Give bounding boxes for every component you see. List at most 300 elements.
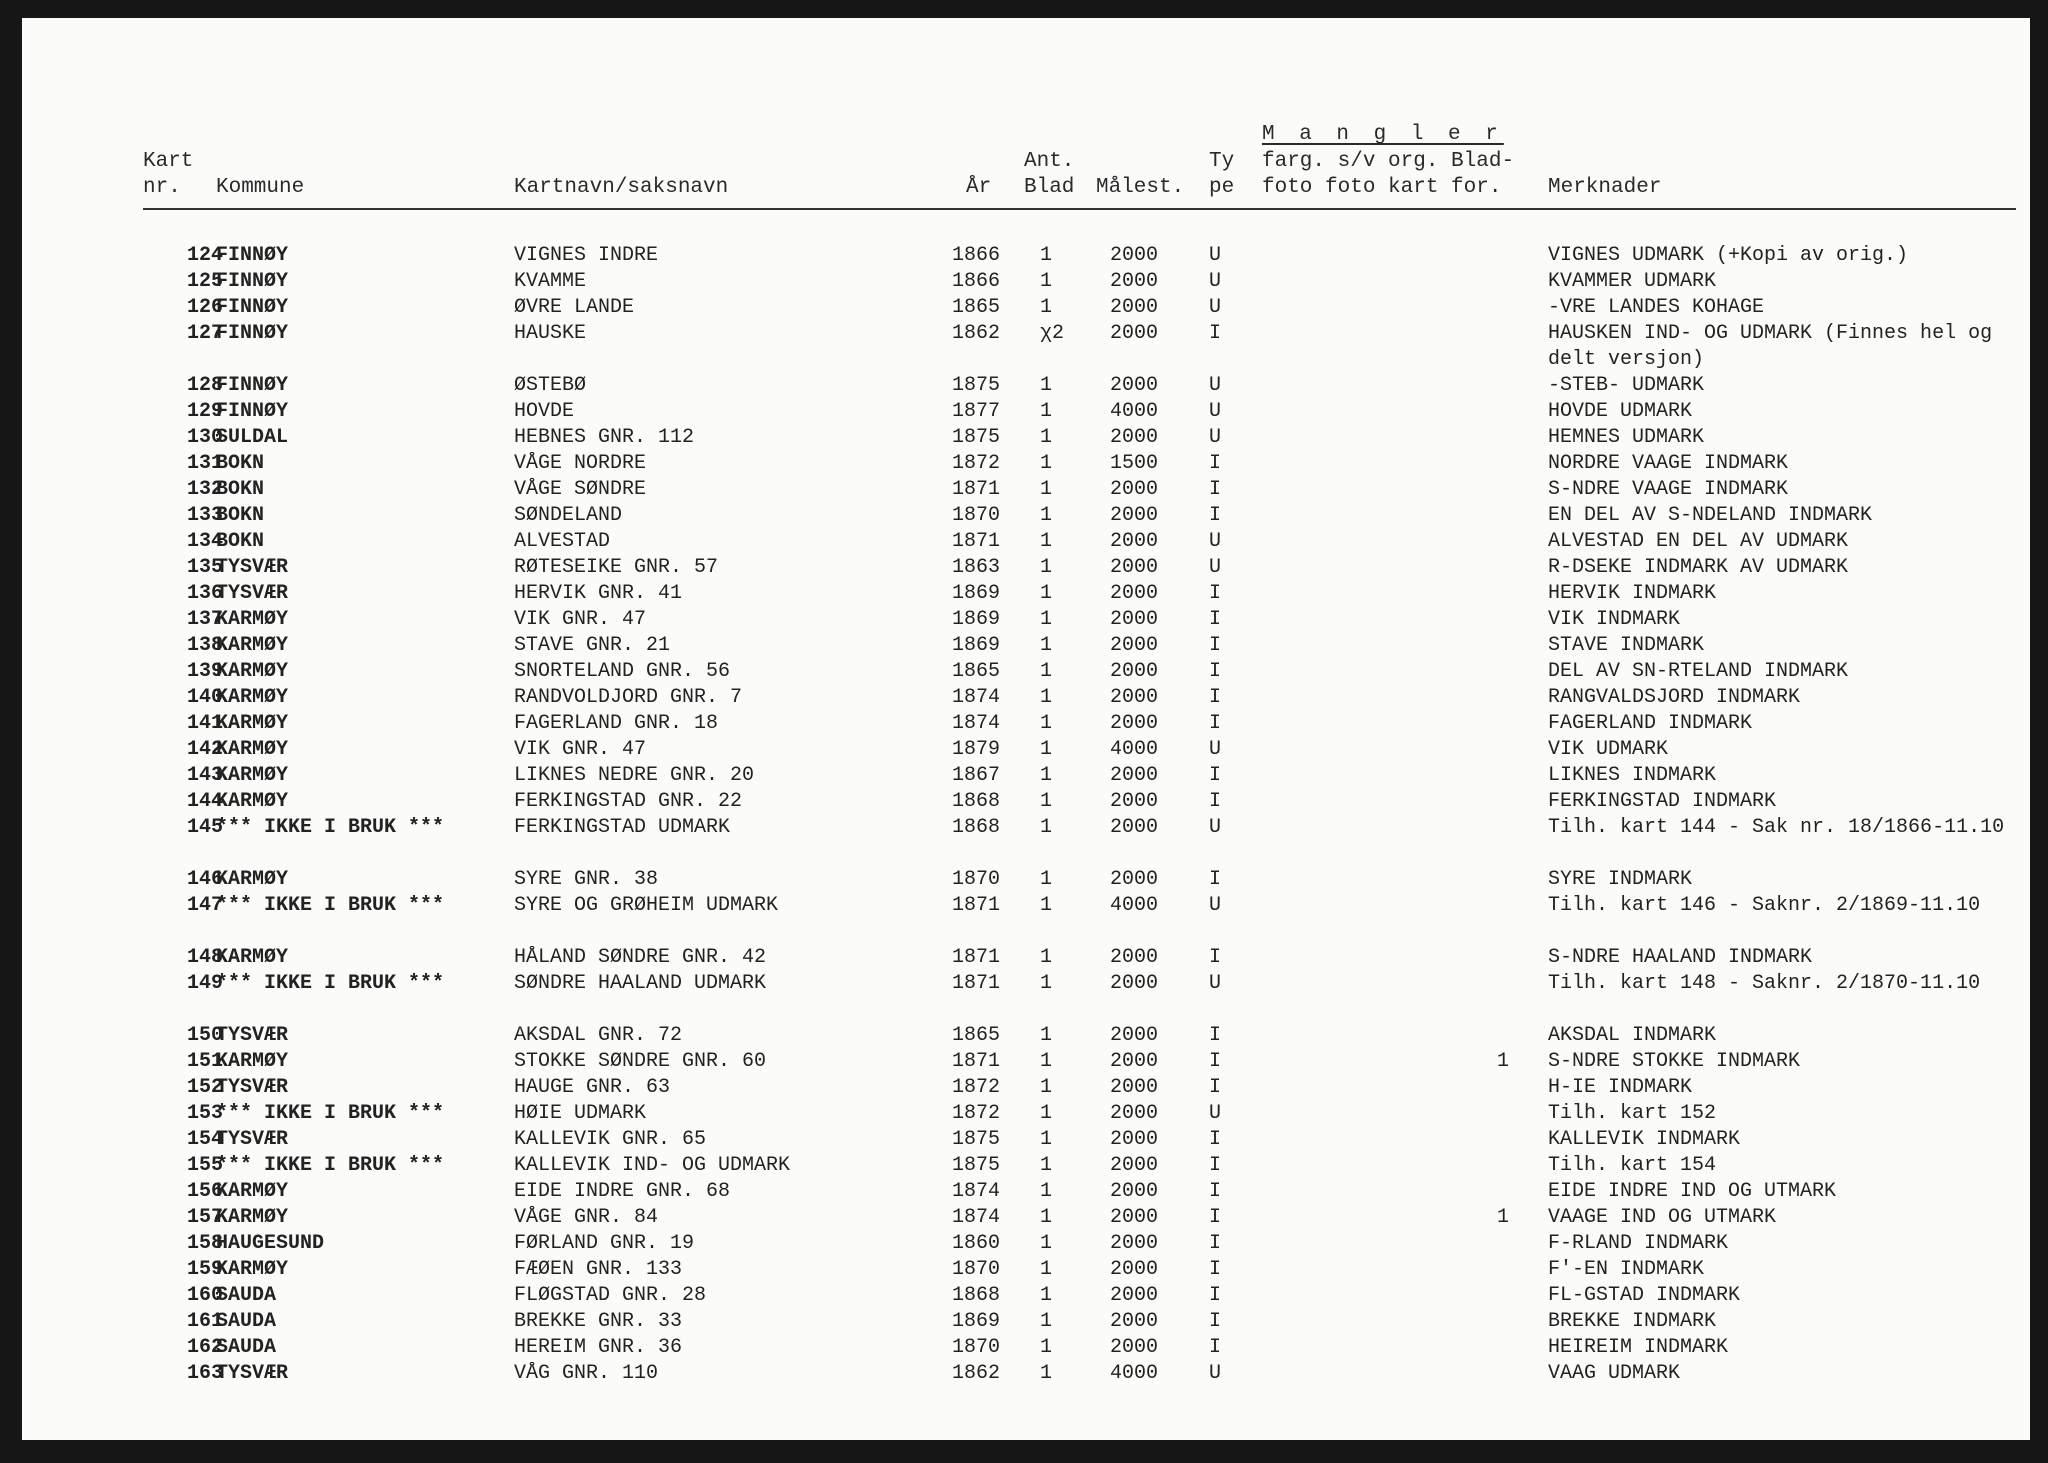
scale-cell: 2000 [1110, 530, 1159, 553]
sheet-count-cell: 1 [1040, 1128, 1053, 1151]
table-row [22, 633, 2030, 659]
map-name-cell: VIK GNR. 47 [514, 608, 647, 631]
kommune-cell: SAUDA [216, 1336, 277, 1359]
kommune-cell: FINNØY [216, 296, 289, 319]
map-name-cell: ALVESTAD [514, 530, 611, 553]
remarks-cell: HOVDE UDMARK [1548, 400, 1693, 423]
kommune-cell: HAUGESUND [216, 1232, 325, 1255]
scale-cell: 2000 [1110, 686, 1159, 709]
sheet-count-cell: 1 [1040, 946, 1053, 969]
sheet-count-cell: 1 [1040, 1050, 1053, 1073]
kommune-cell: KARMØY [216, 1258, 289, 1281]
year-cell: 1872 [952, 1076, 1001, 1099]
table-row [22, 867, 2030, 893]
type-cell: I [1209, 1128, 1222, 1151]
sheet-count-cell: 1 [1040, 400, 1053, 423]
scale-cell: 2000 [1110, 426, 1159, 449]
table-row [22, 945, 2030, 971]
scale-cell: 2000 [1110, 868, 1159, 891]
map-number-cell: 163 [186, 1362, 223, 1385]
type-cell: I [1209, 1284, 1222, 1307]
map-number-cell: 131 [186, 452, 223, 475]
map-number-cell: 156 [186, 1180, 223, 1203]
header-ty: Ty [1209, 150, 1235, 173]
type-cell: U [1209, 738, 1222, 761]
sheet-count-cell: 1 [1040, 634, 1053, 657]
remarks-cell: KALLEVIK INDMARK [1548, 1128, 1741, 1151]
map-name-cell: HEBNES GNR. 112 [514, 426, 695, 449]
map-name-cell: FERKINGSTAD GNR. 22 [514, 790, 743, 813]
remarks-cell: Tilh. kart 152 [1548, 1102, 1717, 1125]
map-number-cell: 127 [186, 322, 223, 345]
year-cell: 1870 [952, 504, 1001, 527]
sheet-count-cell: 1 [1040, 1180, 1053, 1203]
table-row [22, 373, 2030, 399]
map-number-cell: 142 [186, 738, 223, 761]
kommune-cell: KARMØY [216, 764, 289, 787]
kommune-cell: TYSVÆR [216, 1024, 289, 1047]
year-cell: 1865 [952, 1024, 1001, 1047]
kommune-cell: TYSVÆR [216, 582, 289, 605]
sheet-count-cell: 1 [1040, 1076, 1053, 1099]
table-row [22, 763, 2030, 789]
scale-cell: 2000 [1110, 816, 1159, 839]
year-cell: 1871 [952, 946, 1001, 969]
sheet-count-cell: 1 [1040, 868, 1053, 891]
table-row [22, 789, 2030, 815]
year-cell: 1875 [952, 426, 1001, 449]
table-row [22, 659, 2030, 685]
table-row [22, 581, 2030, 607]
remarks-cell: VIGNES UDMARK (+Kopi av orig.) [1548, 244, 1909, 267]
table-row [22, 503, 2030, 529]
kommune-cell: FINNØY [216, 270, 289, 293]
map-name-cell: SYRE GNR. 38 [514, 868, 659, 891]
sheet-count-cell: 1 [1040, 244, 1053, 267]
map-name-cell: VÅGE SØNDRE [514, 478, 647, 501]
year-cell: 1868 [952, 1284, 1001, 1307]
kommune-cell: SAUDA [216, 1310, 277, 1333]
kommune-cell: BOKN [216, 452, 265, 475]
sheet-count-cell: 1 [1040, 608, 1053, 631]
scale-cell: 2000 [1110, 1128, 1159, 1151]
map-name-cell: HOVDE [514, 400, 575, 423]
table-row [22, 269, 2030, 295]
map-name-cell: HØIE UDMARK [514, 1102, 647, 1125]
remarks-cell: HEIREIM INDMARK [1548, 1336, 1729, 1359]
sheet-count-cell: 1 [1040, 556, 1053, 579]
sheet-count-cell: 1 [1040, 972, 1053, 995]
map-number-cell: 128 [186, 374, 223, 397]
type-cell: I [1209, 1258, 1222, 1281]
map-name-cell: SØNDRE HAALAND UDMARK [514, 972, 767, 995]
scale-cell: 4000 [1110, 1362, 1159, 1385]
map-number-cell: 152 [186, 1076, 223, 1099]
table-row [22, 711, 2030, 737]
missing-blad-for-cell: 1 [1497, 1050, 1510, 1073]
type-cell: I [1209, 790, 1222, 813]
kommune-cell: FINNØY [216, 244, 289, 267]
year-cell: 1871 [952, 530, 1001, 553]
type-cell: I [1209, 868, 1222, 891]
sheet-count-cell: 1 [1040, 530, 1053, 553]
scale-cell: 2000 [1110, 946, 1159, 969]
map-number-cell: 154 [186, 1128, 223, 1151]
scale-cell: 4000 [1110, 894, 1159, 917]
map-number-cell: 145 [186, 816, 223, 839]
sheet-count-cell: 1 [1040, 764, 1053, 787]
map-name-cell: SYRE OG GRØHEIM UDMARK [514, 894, 779, 917]
year-cell: 1874 [952, 686, 1001, 709]
remarks-cell: FAGERLAND INDMARK [1548, 712, 1753, 735]
remarks-cell: Tilh. kart 148 - Saknr. 2/1870-11.10 [1548, 972, 1981, 995]
table-row [22, 1335, 2030, 1361]
table-row [22, 1205, 2030, 1231]
header-aar: År [966, 176, 992, 199]
year-cell: 1865 [952, 660, 1001, 683]
map-name-cell: VÅGE NORDRE [514, 452, 647, 475]
document-page [22, 18, 2030, 1440]
year-cell: 1879 [952, 738, 1001, 761]
kommune-cell: KARMØY [216, 660, 289, 683]
sheet-count-cell: 1 [1040, 582, 1053, 605]
type-cell: U [1209, 972, 1222, 995]
map-number-cell: 157 [186, 1206, 223, 1229]
type-cell: I [1209, 322, 1222, 345]
sheet-count-cell: 1 [1040, 478, 1053, 501]
table-row [22, 1101, 2030, 1127]
map-name-cell: STOKKE SØNDRE GNR. 60 [514, 1050, 767, 1073]
map-number-cell: 162 [186, 1336, 223, 1359]
map-name-cell: AKSDAL GNR. 72 [514, 1024, 683, 1047]
map-number-cell: 146 [186, 868, 223, 891]
scale-cell: 2000 [1110, 660, 1159, 683]
map-name-cell: FAGERLAND GNR. 18 [514, 712, 719, 735]
sheet-count-cell: 1 [1040, 1258, 1053, 1281]
remarks-cell: Tilh. kart 144 - Sak nr. 18/1866-11.10 [1548, 816, 2005, 839]
remarks-cell: -VRE LANDES KOHAGE [1548, 296, 1765, 319]
type-cell: U [1209, 270, 1222, 293]
sheet-count-cell: 1 [1040, 270, 1053, 293]
table-row [22, 1179, 2030, 1205]
kommune-cell: TYSVÆR [216, 1076, 289, 1099]
scale-cell: 2000 [1110, 608, 1159, 631]
table-row [22, 971, 2030, 1023]
header-ant: Ant. [1024, 150, 1075, 173]
map-name-cell: ØVRE LANDE [514, 296, 635, 319]
type-cell: I [1209, 608, 1222, 631]
map-name-cell: HAUGE GNR. 63 [514, 1076, 671, 1099]
year-cell: 1870 [952, 1336, 1001, 1359]
type-cell: I [1209, 1232, 1222, 1255]
map-number-cell: 126 [186, 296, 223, 319]
map-name-cell: RANDVOLDJORD GNR. 7 [514, 686, 743, 709]
remarks-cell: SYRE INDMARK [1548, 868, 1693, 891]
sheet-count-cell: 1 [1040, 1206, 1053, 1229]
type-cell: U [1209, 816, 1222, 839]
scale-cell: 2000 [1110, 556, 1159, 579]
scale-cell: 2000 [1110, 478, 1159, 501]
table-row [22, 295, 2030, 321]
scale-cell: 2000 [1110, 1336, 1159, 1359]
sheet-count-cell: 1 [1040, 894, 1053, 917]
scale-cell: 2000 [1110, 790, 1159, 813]
header-kartnavn: Kartnavn/saksnavn [514, 176, 729, 199]
header-mangler-cols-2: foto foto kart for. [1262, 176, 1502, 199]
type-cell: U [1209, 556, 1222, 579]
type-cell: I [1209, 1336, 1222, 1359]
kommune-cell: FINNØY [216, 374, 289, 397]
map-name-cell: SNORTELAND GNR. 56 [514, 660, 731, 683]
remarks-cell: S-NDRE HAALAND INDMARK [1548, 946, 1813, 969]
type-cell: I [1209, 1180, 1222, 1203]
kommune-cell: BOKN [216, 478, 265, 501]
table-row [22, 607, 2030, 633]
year-cell: 1866 [952, 270, 1001, 293]
table-row [22, 737, 2030, 763]
sheet-count-cell: 1 [1040, 816, 1053, 839]
scale-cell: 2000 [1110, 1050, 1159, 1073]
remarks-cell: STAVE INDMARK [1548, 634, 1705, 657]
map-number-cell: 151 [186, 1050, 223, 1073]
year-cell: 1862 [952, 1362, 1001, 1385]
sheet-count-cell: 1 [1040, 1362, 1053, 1385]
type-cell: I [1209, 660, 1222, 683]
map-number-cell: 148 [186, 946, 223, 969]
map-name-cell: VIGNES INDRE [514, 244, 659, 267]
year-cell: 1868 [952, 790, 1001, 813]
kommune-cell: *** IKKE I BRUK *** [216, 816, 445, 839]
year-cell: 1862 [952, 322, 1001, 345]
year-cell: 1874 [952, 712, 1001, 735]
type-cell: I [1209, 764, 1222, 787]
kommune-cell: KARMØY [216, 946, 289, 969]
remarks-cell: Tilh. kart 146 - Saknr. 2/1869-11.10 [1548, 894, 1981, 917]
mangler-heading: M a n g l e r [1262, 123, 1504, 146]
sheet-count-cell: 1 [1040, 790, 1053, 813]
table-row [22, 1283, 2030, 1309]
kommune-cell: *** IKKE I BRUK *** [216, 1102, 445, 1125]
type-cell: U [1209, 374, 1222, 397]
year-cell: 1875 [952, 374, 1001, 397]
remarks-cell: R-DSEKE INDMARK AV UDMARK [1548, 556, 1849, 579]
year-cell: 1871 [952, 894, 1001, 917]
type-cell: U [1209, 530, 1222, 553]
year-cell: 1865 [952, 296, 1001, 319]
map-name-cell: STAVE GNR. 21 [514, 634, 671, 657]
table-row [22, 477, 2030, 503]
kommune-cell: FINNØY [216, 400, 289, 423]
scale-cell: 1500 [1110, 452, 1159, 475]
table-row [22, 321, 2030, 373]
sheet-count-cell: 1 [1040, 296, 1053, 319]
map-name-cell: VÅGE GNR. 84 [514, 1206, 659, 1229]
type-cell: U [1209, 244, 1222, 267]
type-cell: I [1209, 504, 1222, 527]
year-cell: 1869 [952, 582, 1001, 605]
sheet-count-cell: χ2 [1040, 322, 1065, 345]
type-cell: U [1209, 400, 1222, 423]
map-number-cell: 136 [186, 582, 223, 605]
remarks-cell: VAAG UDMARK [1548, 1362, 1681, 1385]
year-cell: 1874 [952, 1180, 1001, 1203]
type-cell: I [1209, 1154, 1222, 1177]
type-cell: I [1209, 1076, 1222, 1099]
type-cell: I [1209, 634, 1222, 657]
kommune-cell: FINNØY [216, 322, 289, 345]
table-row [22, 1153, 2030, 1179]
header-nr: nr. [143, 176, 181, 199]
map-number-cell: 161 [186, 1310, 223, 1333]
table-row [22, 1023, 2030, 1049]
scale-cell: 2000 [1110, 1206, 1159, 1229]
remarks-cell: EN DEL AV S-NDELAND INDMARK [1548, 504, 1873, 527]
map-name-cell: FERKINGSTAD UDMARK [514, 816, 731, 839]
kommune-cell: *** IKKE I BRUK *** [216, 894, 445, 917]
sheet-count-cell: 1 [1040, 504, 1053, 527]
remarks-cell: HEMNES UDMARK [1548, 426, 1705, 449]
sheet-count-cell: 1 [1040, 1310, 1053, 1333]
map-name-cell: SØNDELAND [514, 504, 623, 527]
kommune-cell: KARMØY [216, 634, 289, 657]
map-number-cell: 140 [186, 686, 223, 709]
remarks-cell: RANGVALDSJORD INDMARK [1548, 686, 1801, 709]
remarks-cell: VIK UDMARK [1548, 738, 1669, 761]
sheet-count-cell: 1 [1040, 1154, 1053, 1177]
map-number-cell: 147 [186, 894, 223, 917]
scale-cell: 2000 [1110, 1024, 1159, 1047]
header-merknader: Merknader [1548, 176, 1662, 199]
scale-cell: 2000 [1110, 1102, 1159, 1125]
remarks-cell: EIDE INDRE IND OG UTMARK [1548, 1180, 1837, 1203]
header-blad: Blad [1024, 176, 1075, 199]
remarks-cell: BREKKE INDMARK [1548, 1310, 1717, 1333]
year-cell: 1871 [952, 478, 1001, 501]
type-cell: I [1209, 1310, 1222, 1333]
map-name-cell: KVAMME [514, 270, 587, 293]
year-cell: 1866 [952, 244, 1001, 267]
map-name-cell: VÅG GNR. 110 [514, 1362, 659, 1385]
table-row [22, 425, 2030, 451]
type-cell: I [1209, 712, 1222, 735]
remarks-cell: HAUSKEN IND- OG UDMARK (Finnes hel og delt versjon) [1548, 322, 1993, 371]
remarks-cell: NORDRE VAAGE INDMARK [1548, 452, 1789, 475]
type-cell: U [1209, 426, 1222, 449]
scale-cell: 2000 [1110, 322, 1159, 345]
type-cell: I [1209, 582, 1222, 605]
remarks-cell: FERKINGSTAD INDMARK [1548, 790, 1777, 813]
map-name-cell: HÅLAND SØNDRE GNR. 42 [514, 946, 767, 969]
table-row [22, 893, 2030, 945]
kommune-cell: SAUDA [216, 1284, 277, 1307]
remarks-cell: VAAGE IND OG UTMARK [1548, 1206, 1777, 1229]
remarks-cell: S-NDRE VAAGE INDMARK [1548, 478, 1789, 501]
table-row [22, 1231, 2030, 1257]
year-cell: 1870 [952, 868, 1001, 891]
map-number-cell: 160 [186, 1284, 223, 1307]
kommune-cell: KARMØY [216, 790, 289, 813]
map-name-cell: HAUSKE [514, 322, 587, 345]
kommune-cell: *** IKKE I BRUK *** [216, 1154, 445, 1177]
map-number-cell: 158 [186, 1232, 223, 1255]
year-cell: 1868 [952, 816, 1001, 839]
type-cell: U [1209, 894, 1222, 917]
map-name-cell: HEREIM GNR. 36 [514, 1336, 683, 1359]
remarks-cell: DEL AV SN-RTELAND INDMARK [1548, 660, 1849, 683]
table-row [22, 555, 2030, 581]
sheet-count-cell: 1 [1040, 712, 1053, 735]
map-number-cell: 159 [186, 1258, 223, 1281]
kommune-cell: KARMØY [216, 608, 289, 631]
remarks-cell: F'-EN INDMARK [1548, 1258, 1705, 1281]
sheet-count-cell: 1 [1040, 374, 1053, 397]
remarks-cell: KVAMMER UDMARK [1548, 270, 1717, 293]
remarks-cell: ALVESTAD EN DEL AV UDMARK [1548, 530, 1849, 553]
map-number-cell: 130 [186, 426, 223, 449]
table-row [22, 1361, 2030, 1387]
year-cell: 1869 [952, 634, 1001, 657]
type-cell: I [1209, 686, 1222, 709]
sheet-count-cell: 1 [1040, 738, 1053, 761]
map-number-cell: 125 [186, 270, 223, 293]
year-cell: 1875 [952, 1128, 1001, 1151]
remarks-cell: S-NDRE STOKKE INDMARK [1548, 1050, 1801, 1073]
map-number-cell: 138 [186, 634, 223, 657]
scale-cell: 2000 [1110, 1284, 1159, 1307]
type-cell: I [1209, 1024, 1222, 1047]
kommune-cell: KARMØY [216, 868, 289, 891]
header-mangler-cols-1: farg. s/v org. Blad- [1262, 150, 1515, 173]
remarks-cell: LIKNES INDMARK [1548, 764, 1717, 787]
map-number-cell: 135 [186, 556, 223, 579]
kommune-cell: KARMØY [216, 712, 289, 735]
map-name-cell: KALLEVIK GNR. 65 [514, 1128, 707, 1151]
map-number-cell: 132 [186, 478, 223, 501]
remarks-cell: Tilh. kart 154 [1548, 1154, 1717, 1177]
year-cell: 1860 [952, 1232, 1001, 1255]
sheet-count-cell: 1 [1040, 1102, 1053, 1125]
sheet-count-cell: 1 [1040, 452, 1053, 475]
map-name-cell: VIK GNR. 47 [514, 738, 647, 761]
scale-cell: 2000 [1110, 296, 1159, 319]
map-name-cell: ØSTEBØ [514, 374, 587, 397]
scale-cell: 2000 [1110, 244, 1159, 267]
sheet-count-cell: 1 [1040, 1284, 1053, 1307]
sheet-count-cell: 1 [1040, 1232, 1053, 1255]
sheet-count-cell: 1 [1040, 1336, 1053, 1359]
type-cell: I [1209, 452, 1222, 475]
table-row [22, 529, 2030, 555]
remarks-cell: VIK INDMARK [1548, 608, 1681, 631]
year-cell: 1867 [952, 764, 1001, 787]
kommune-cell: BOKN [216, 504, 265, 527]
map-number-cell: 134 [186, 530, 223, 553]
kommune-cell: KARMØY [216, 1206, 289, 1229]
table-row [22, 1127, 2030, 1153]
map-number-cell: 124 [186, 244, 223, 267]
year-cell: 1863 [952, 556, 1001, 579]
table-row [22, 399, 2030, 425]
map-name-cell: EIDE INDRE GNR. 68 [514, 1180, 731, 1203]
sheet-count-cell: 1 [1040, 426, 1053, 449]
scale-cell: 2000 [1110, 634, 1159, 657]
kommune-cell: KARMØY [216, 1050, 289, 1073]
map-name-cell: BREKKE GNR. 33 [514, 1310, 683, 1333]
year-cell: 1871 [952, 972, 1001, 995]
year-cell: 1872 [952, 1102, 1001, 1125]
map-number-cell: 143 [186, 764, 223, 787]
map-name-cell: LIKNES NEDRE GNR. 20 [514, 764, 755, 787]
